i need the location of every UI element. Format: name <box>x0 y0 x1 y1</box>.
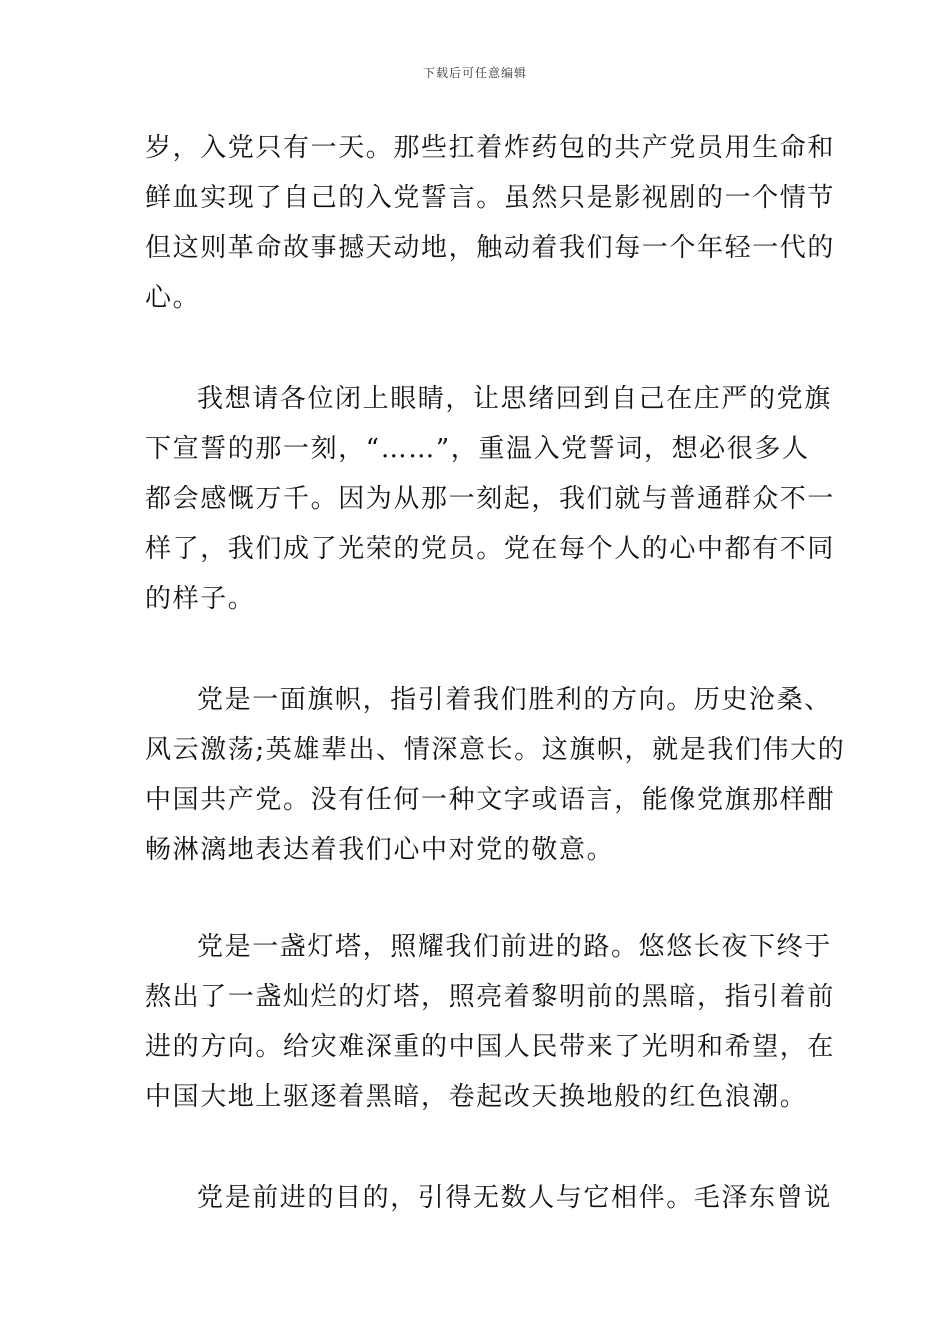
text-line: 我想请各位闭上眼睛，让思绪回到自己在庄严的党旗 <box>197 384 832 414</box>
text-line: 岁，入党只有一天。那些扛着炸药包的共产党员用生命和 <box>145 133 836 163</box>
text-line: 下宣誓的那一刻，“……”，重温入党誓词，想必很多人 <box>145 434 810 464</box>
page-header: 下载后可任意编辑 <box>422 66 527 80</box>
text-line: 鲜血实现了自己的入党誓言。虽然只是影视剧的一个情节 <box>145 183 836 213</box>
text-line: 但这则革命故事撼天动地，触动着我们每一个年轻一代的 <box>145 233 836 263</box>
text-line: 心。 <box>145 283 201 313</box>
text-line: 风云激荡;英雄辈出、情深意长。这旗帜，就是我们伟大的 <box>145 735 846 765</box>
text-line: 熬出了一盏灿烂的灯塔，照亮着黎明前的黑暗，指引着前 <box>145 982 836 1012</box>
text-line: 都会感慨万千。因为从那一刻起，我们就与普通群众不一 <box>145 484 836 514</box>
text-line: 进的方向。给灾难深重的中国人民带来了光明和希望，在 <box>145 1032 836 1062</box>
text-line: 中国共产党。没有任何一种文字或语言，能像党旗那样酣 <box>145 785 836 815</box>
text-line: 党是一面旗帜，指引着我们胜利的方向。历史沧桑、 <box>197 685 832 715</box>
text-line: 样了，我们成了光荣的党员。党在每个人的心中都有不同 <box>145 534 836 564</box>
text-line: 党是一盏灯塔，照耀我们前进的路。悠悠长夜下终于 <box>197 932 832 962</box>
text-line: 中国大地上驱逐着黑暗，卷起改天换地般的红色浪潮。 <box>145 1082 808 1112</box>
text-line: 的样子。 <box>145 584 256 614</box>
text-line: 党是前进的目的，引得无数人与它相伴。毛泽东曾说 <box>197 1183 832 1213</box>
text-line: 畅淋漓地表达着我们心中对党的敬意。 <box>145 835 615 865</box>
